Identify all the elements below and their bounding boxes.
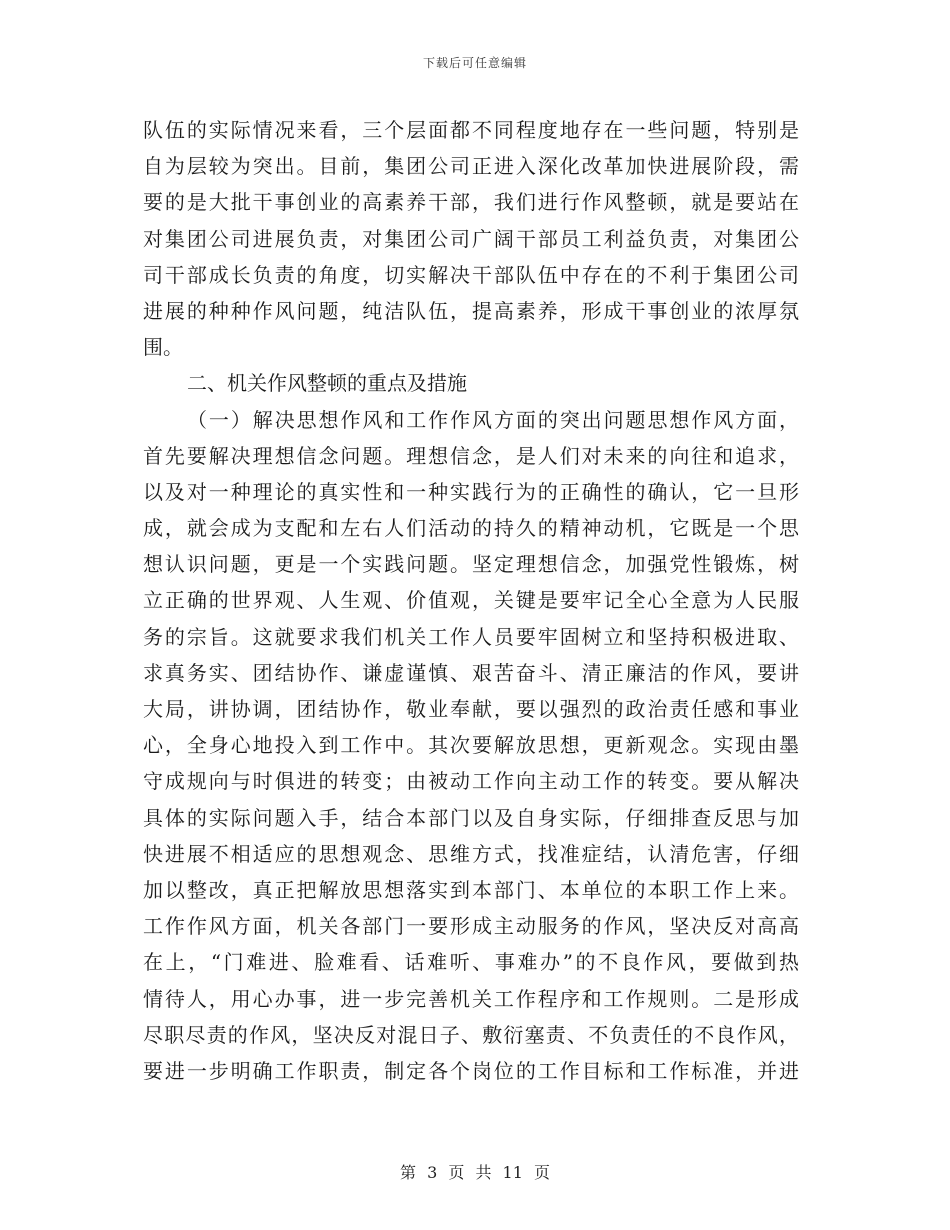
text-line: 队伍的实际情况来看，三个层面都不同程度地存在一些问题，特别是 <box>143 118 799 142</box>
text-line: 想认识问题，更是一个实践问题。坚定理想信念，加强党性锻炼，树 <box>143 552 799 577</box>
text-line: 快进展不相适应的思想观念、思维方式，找准症结，认清危害，仔细 <box>143 841 799 866</box>
text-line: 情待人，用心办事，进一步完善机关工作程序和工作规则。二是形成 <box>143 986 799 1011</box>
text-line: 守成规向与时俱进的转变；由被动工作向主动工作的转变。要从解决 <box>143 769 799 794</box>
text-line: 自为层较为突出。目前，集团公司正进入深化改革加快进展阶段，需 <box>143 154 799 179</box>
text-line: 围。 <box>143 335 183 360</box>
document-body <box>143 112 799 1089</box>
page-number: 第 3 页 共 11 页 <box>400 1163 550 1182</box>
text-line: 首先要解决理想信念问题。理想信念，是人们对未来的向往和追求， <box>143 443 799 468</box>
text-line: 加以整改，真正把解放思想落实到本部门、本单位的本职工作上来。 <box>143 877 799 902</box>
text-line: 要进一步明确工作职责，制定各个岗位的工作目标和工作标准，并进 <box>143 1058 799 1083</box>
text-line: 对集团公司进展负责，对集团公司广阔干部员工利益负责，对集团公 <box>143 226 799 251</box>
text-line: 以及对一种理论的真实性和一种实践行为的正确性的确认，它一旦形 <box>143 479 799 504</box>
text-line: 成，就会成为支配和左右人们活动的持久的精神动机，它既是一个思 <box>143 516 799 541</box>
text-line: 尽职尽责的作风，坚决反对混日子、敷衍塞责、不负责任的不良作风， <box>143 1022 799 1047</box>
text-line: （一）解决思想作风和工作作风方面的突出问题思想作风方面， <box>187 407 799 432</box>
text-line: 工作作风方面，机关各部门一要形成主动服务的作风，坚决反对高高 <box>143 914 799 939</box>
section-heading: 二、机关作风整顿的重点及措施 <box>187 371 467 396</box>
text-line: 司干部成长负责的角度，切实解决干部队伍中存在的不利于集团公司 <box>143 262 799 287</box>
text-line: 大局，讲协调，团结协作，敬业奉献，要以强烈的政治责任感和事业 <box>143 697 799 721</box>
text-line: 具体的实际问题入手，结合本部门以及自身实际，仔细排查反思与加 <box>143 805 799 830</box>
text-line: 务的宗旨。这就要求我们机关工作人员要牢固树立和坚持积极进取、 <box>143 624 799 649</box>
page-header: 下载后可任意编辑 <box>422 56 527 70</box>
text-line: 心，全身心地投入到工作中。其次要解放思想，更新观念。实现由墨 <box>143 733 799 758</box>
text-line: 要的是大批干事创业的高素养干部，我们进行作风整顿，就是要站在 <box>143 190 799 215</box>
text-line: 进展的种种作风问题，纯洁队伍，提高素养，形成干事创业的浓厚氛 <box>143 298 799 323</box>
text-line: 立正确的世界观、人生观、价值观，关键是要牢记全心全意为人民服 <box>143 588 799 613</box>
text-line: 在上，“门难进、脸难看、话难听、事难办”的不良作风，要做到热 <box>143 950 799 975</box>
text-line: 求真务实、团结协作、谦虚谨慎、艰苦奋斗、清正廉洁的作风，要讲 <box>143 660 799 685</box>
